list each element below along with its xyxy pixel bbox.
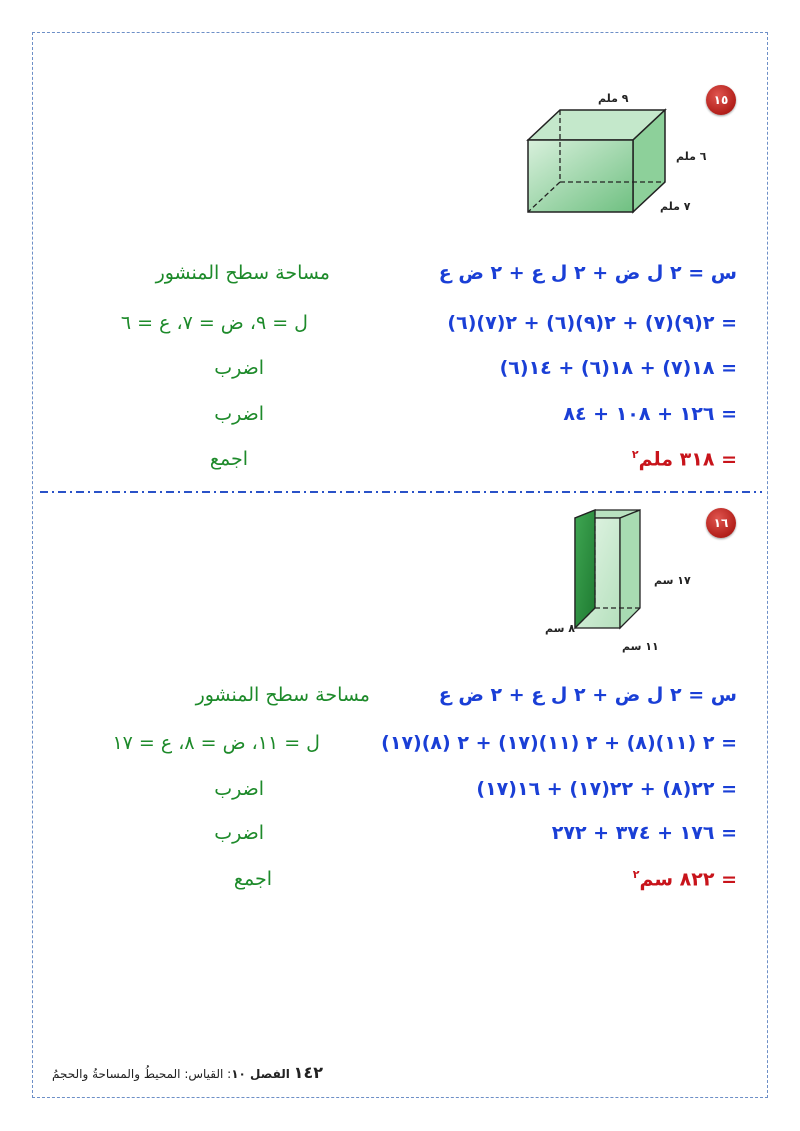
page-number: ١٤٢: [293, 1063, 323, 1082]
section-divider: [40, 491, 762, 493]
step-2-expression: = ١٨(٧) + ١٨(٦) + ١٤(٦): [499, 357, 737, 379]
step-2-expression: = ٢٢(٨) + ٢٢(١٧) + ١٦(١٧): [476, 778, 737, 800]
result-line: = ٨٢٢ سم$^٢$: [632, 868, 737, 891]
step-3-note: اضرب: [214, 822, 264, 844]
problem-number-badge: ١٥: [706, 85, 736, 115]
length-label: ٩ ملم: [598, 92, 629, 105]
height-label: ٦ ملم: [676, 150, 707, 163]
step-1-note: ل = ٩، ض = ٧، ع = ٦: [120, 312, 308, 334]
step-1-expression: = ٢(٩)(٧) + ٢(٩)(٦) + ٢(٧)(٦): [447, 312, 737, 334]
page-footer: [52, 1063, 323, 1082]
step-1-expression: = ٢ (١١)(٨) + ٢ (١١)(١٧) + ٢ (٨)(١٧): [381, 732, 737, 754]
step-3-expression: = ١٢٦ + ١٠٨ + ٨٤: [563, 403, 737, 425]
result-note: اجمع: [233, 868, 272, 890]
formula-note: مساحة سطح المنشور: [195, 684, 370, 706]
rectangular-prism-figure: [565, 508, 645, 633]
step-3-note: اضرب: [214, 403, 264, 425]
depth-label: ٨ سم: [545, 622, 575, 635]
width-label: ١١ سم: [622, 640, 659, 653]
result-note: اجمع: [209, 448, 248, 470]
height-label: ١٧ سم: [654, 574, 691, 587]
problem-number-badge: ١٦: [706, 508, 736, 538]
depth-label: ٧ ملم: [660, 200, 691, 213]
formula-line: س = ٢ ل ض + ٢ ل ع + ٢ ض ع: [438, 684, 737, 706]
rectangular-prism-figure: [520, 100, 670, 220]
formula-note: مساحة سطح المنشور: [155, 262, 330, 284]
result-line: = ٣١٨ ملم$^٢$: [631, 448, 737, 471]
step-1-note: ل = ١١، ض = ٨، ع = ١٧: [112, 732, 320, 754]
chapter-title: : القياس: المحيطُ والمساحةُ والحجمُ: [52, 1067, 232, 1081]
formula-line: س = ٢ ل ض + ٢ ل ع + ٢ ض ع: [438, 262, 737, 284]
step-3-expression: = ١٧٦ + ٣٧٤ + ٢٧٢: [551, 822, 737, 844]
step-2-note: اضرب: [214, 778, 264, 800]
step-2-note: اضرب: [214, 357, 264, 379]
chapter-label: الفصل ١٠: [231, 1067, 290, 1081]
